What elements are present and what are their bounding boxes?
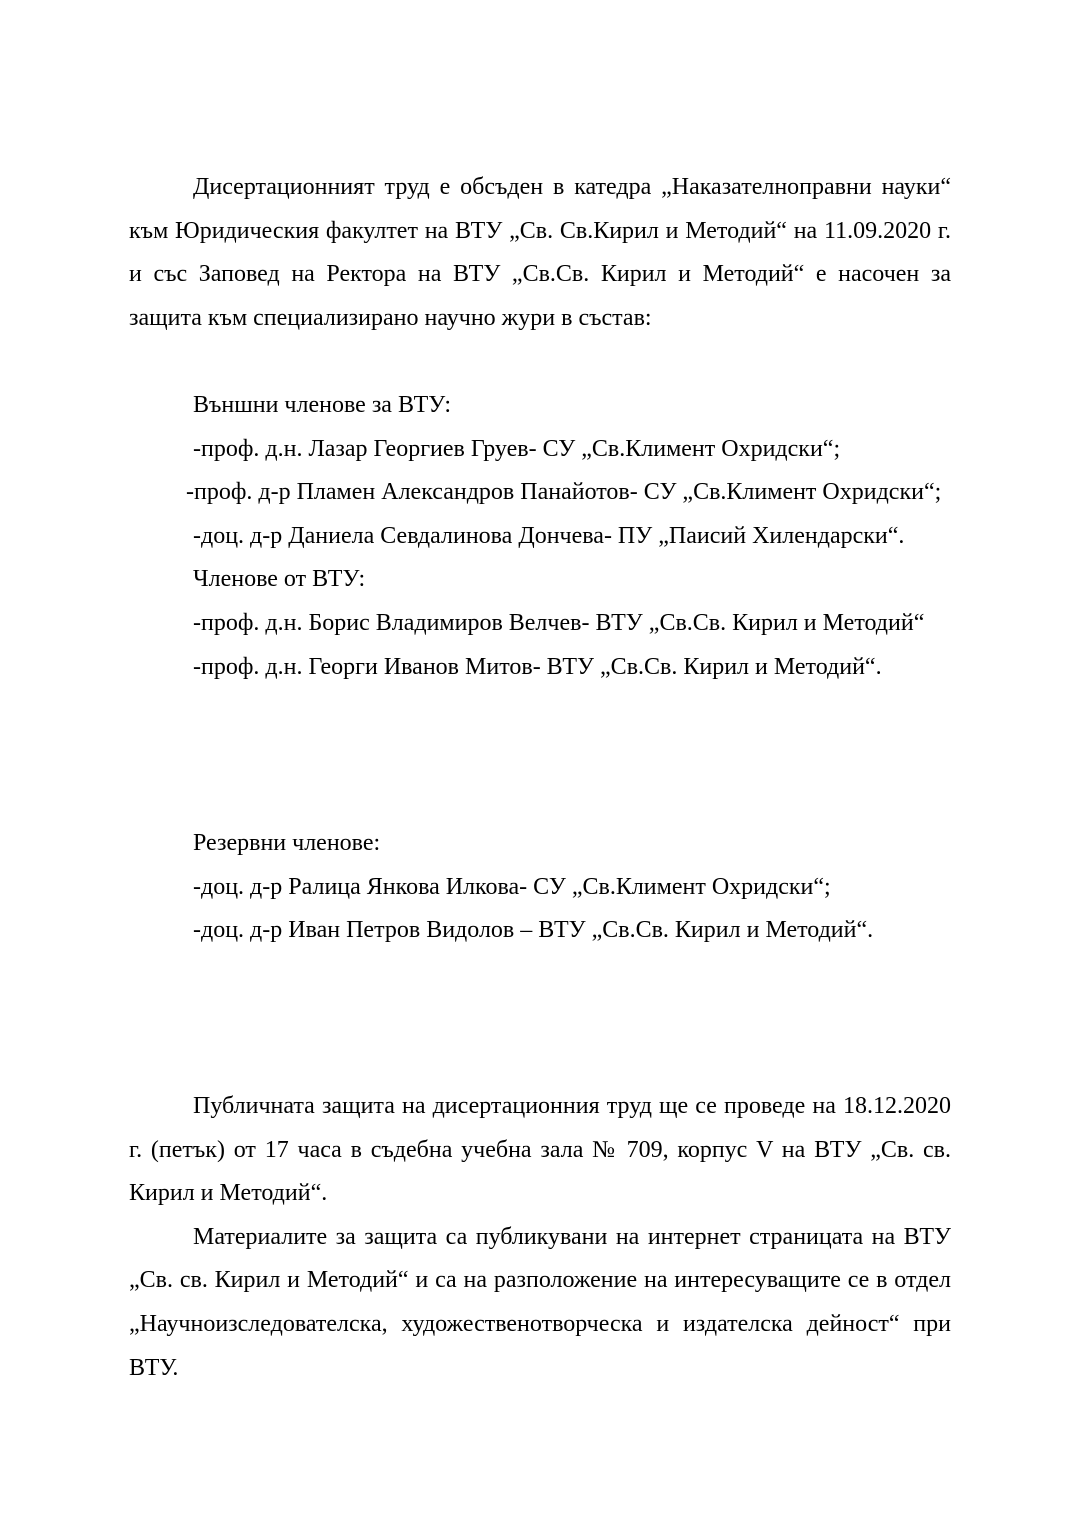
defense-paragraph: Публичната защита на дисертационния труд ще се проведе на 18.12.2020 г. (петък) от 17 часа в съдебна учебна зала № 709, корпус V на ВТУ „Св. св. Кирил и Методий“.	[129, 1093, 951, 1207]
external-member-1: -проф. д.н. Лазар Георгиев Груев- СУ „Св.Климент Охридски“;	[193, 435, 841, 462]
jury-section	[129, 384, 951, 689]
internal-members-heading: Членове от ВТУ:	[193, 566, 366, 593]
reserve-member-2: -доц. д-р Иван Петров Видолов – ВТУ „Св.Св. Кирил и Методий“.	[193, 917, 874, 944]
external-member-2: -проф. д-р Пламен Александров Панайотов- СУ „Св.Климент Охридски“;	[186, 479, 942, 506]
reserve-member-1: -доц. д-р Ралица Янкова Илкова- СУ „Св.Климент Охридски“;	[193, 873, 831, 900]
internal-member-1: -проф. д.н. Борис Владимиров Велчев- ВТУ „Св.Св. Кирил и Методий“	[193, 609, 925, 636]
external-member-3: -доц. д-р Даниела Севдалинова Дончева- ПУ „Паисий Хилендарски“.	[193, 522, 905, 549]
intro-paragraph: Дисертационният труд е обсъден в катедра „Наказателноправни науки“ към Юридическия факултет на ВТУ „Св. Св.Кирил и Методий“ на 11.09.2020 г. и със Заповед на Ректора на ВТУ „Св.Св. Кирил и Методий“ е насочен за защита към специализирано научно жури в състав:	[129, 174, 951, 331]
reserve-section	[129, 822, 951, 953]
external-members-heading: Външни членове за ВТУ:	[193, 392, 452, 418]
intro-section	[129, 166, 951, 340]
defense-section	[129, 1085, 951, 1390]
materials-paragraph: Материалите за защита са публикувани на интернет страницата на ВТУ „Св. св. Кирил и Методий“ и са на разположение на интересуващите се в отдел „Научноизследователска, художественотворческа и издателска дейност“ при ВТУ.	[129, 1223, 951, 1381]
internal-member-2: -проф. д.н. Георги Иванов Митов- ВТУ „Св.Св. Кирил и Методий“.	[193, 653, 882, 680]
reserve-members-heading: Резервни членове:	[193, 830, 381, 856]
